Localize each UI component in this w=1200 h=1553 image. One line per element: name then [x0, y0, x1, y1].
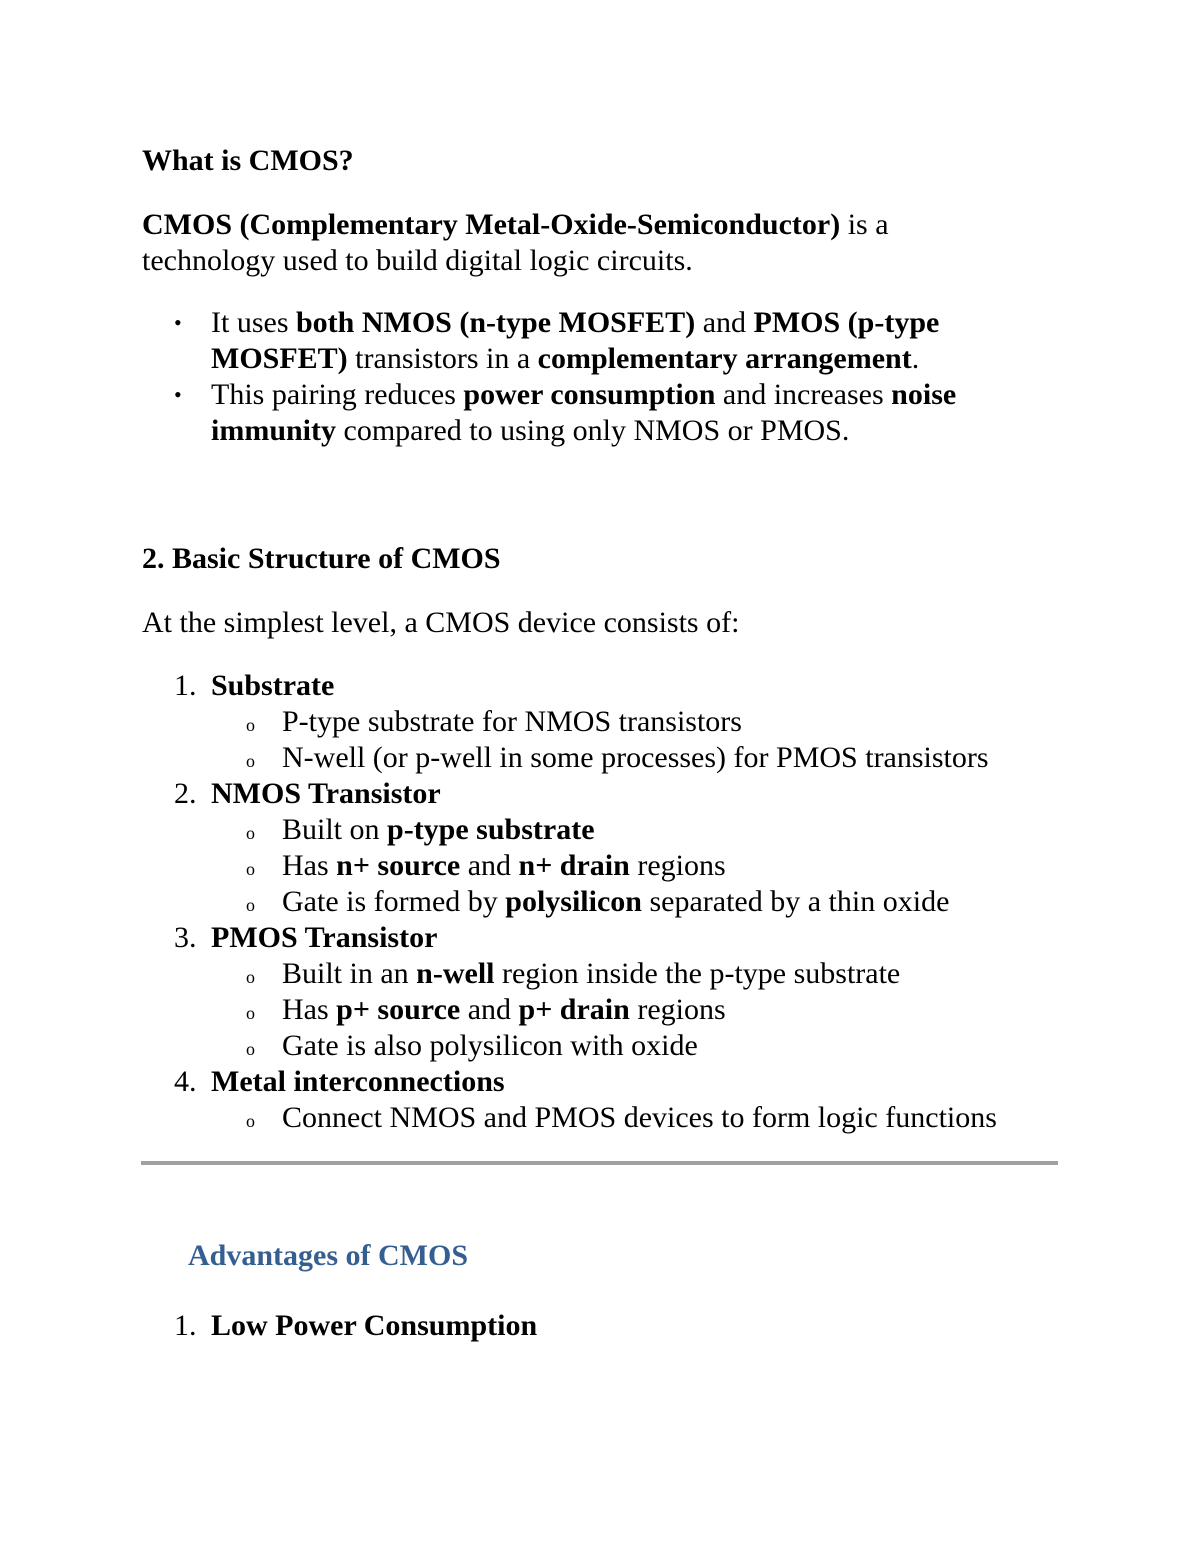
page-title: What is CMOS? — [142, 144, 354, 177]
list-item: 1. Substrate — [174, 669, 335, 702]
intro-bold: CMOS (Complementary Metal-Oxide-Semiconductor) — [142, 208, 841, 241]
bullet-icon: • — [174, 310, 182, 335]
list-item: 1. Low Power Consumption — [174, 1309, 538, 1342]
circle-bullet-icon: o — [246, 859, 255, 879]
horizontal-divider — [141, 1161, 1058, 1165]
circle-bullet-icon: o — [246, 967, 255, 987]
circle-bullet-icon: o — [246, 751, 255, 771]
sub-list-item: o Built on p-type substrate — [142, 812, 1072, 848]
sub-list-item: o Has n+ source and n+ drain regions — [142, 848, 1072, 884]
circle-bullet-icon: o — [246, 1111, 255, 1131]
advantages-list — [142, 1308, 842, 1344]
sub-list-item: o N-well (or p-well in some processes) for PMOS transistors — [142, 740, 1072, 776]
section-lead: At the simplest level, a CMOS device consists of: — [142, 606, 740, 639]
section-heading: 2. Basic Structure of CMOS — [142, 542, 501, 575]
sub-list-item: o Gate is formed by polysilicon separated by a thin oxide — [142, 884, 1072, 920]
circle-bullet-icon: o — [246, 895, 255, 915]
sub-list-item: o Gate is also polysilicon with oxide — [142, 1028, 1072, 1064]
list-item: • It uses both NMOS (n-type MOSFET) and PMOS (p-type MOSFET) transistors in a complementary arrangement. — [174, 306, 940, 375]
circle-bullet-icon: o — [246, 715, 255, 735]
sub-list-item: o P-type substrate for NMOS transistors — [142, 704, 1072, 740]
advantages-heading: Advantages of CMOS — [188, 1239, 469, 1272]
bullet-icon: • — [174, 382, 182, 407]
list-item: 4. Metal interconnections — [174, 1065, 505, 1098]
intro-paragraph: CMOS (Complementary Metal-Oxide-Semiconductor) is a technology used to build digital logic circuits. — [142, 208, 889, 277]
list-item: • This pairing reduces power consumption and increases noise immunity compared to using only NMOS or PMOS. — [174, 378, 957, 447]
circle-bullet-icon: o — [246, 1039, 255, 1059]
numbered-list — [142, 668, 1072, 1136]
bullet-list — [142, 305, 1042, 449]
sub-list-item: o Has p+ source and p+ drain regions — [142, 992, 1072, 1028]
circle-bullet-icon: o — [246, 1003, 255, 1023]
sub-list-item: o Built in an n-well region inside the p-type substrate — [142, 956, 1072, 992]
sub-list-item: o Connect NMOS and PMOS devices to form logic functions — [142, 1100, 1072, 1136]
list-item: 3. PMOS Transistor — [174, 921, 438, 954]
circle-bullet-icon: o — [246, 823, 255, 843]
list-item: 2. NMOS Transistor — [174, 777, 441, 810]
